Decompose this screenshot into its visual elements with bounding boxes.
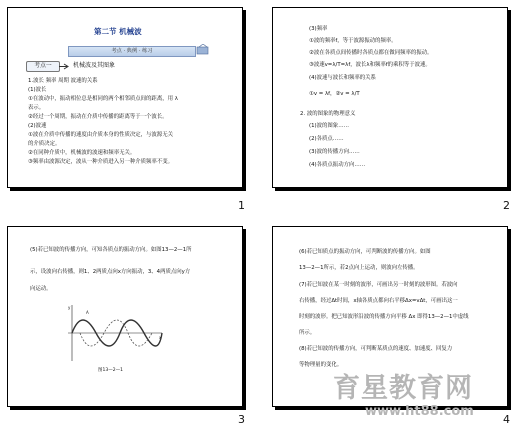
- page-number: 4: [503, 413, 510, 426]
- text-line: (2)各质点……: [309, 136, 344, 142]
- text-line: ②经过一个周期，振动在介质中传播的距离等于一个波长。: [28, 114, 168, 120]
- slide-3: [7, 226, 243, 407]
- text-line: (6)若已知质点的振动方向，可判断波的传播方向。如图: [299, 249, 431, 255]
- svg-text:x: x: [159, 335, 162, 340]
- slide-title: 第二节 机械波: [94, 27, 142, 36]
- text-line: 时刻的波形。把已知波形沿波的传播方向平移 Δx 即得13—2—1中虚线: [299, 314, 469, 320]
- text-line: ①v = λf，②v = λ/T: [309, 91, 360, 97]
- text-line: ①在波动中，振动相位总是相同的两个相邻质点间的距离，用 λ: [28, 96, 178, 102]
- text-line: 表示。: [28, 105, 45, 111]
- text-line: 2. 波的图象的物理意义: [300, 111, 356, 117]
- slide-1: [7, 7, 243, 188]
- text-line: ③频率由波源决定，波从一种介质进入另一种介质频率不变。: [28, 159, 173, 165]
- figure-caption: 图13—2—1: [98, 368, 123, 373]
- text-line: 的介质决定。: [28, 141, 61, 147]
- watermark-logo: 育星教育网: [333, 373, 473, 404]
- arrow-icon: [59, 63, 71, 70]
- text-line: (4)波速与波长和频率的关系: [309, 75, 376, 81]
- text-line: (5)若已知波的传播方向，可知各质点的振动方向。如图13—2—1所: [30, 247, 192, 253]
- page-number: 3: [238, 413, 245, 426]
- decoration-icon: [196, 44, 210, 56]
- text-line: ③波速v=λ/T=λf，波长λ和频率f的乘积等于波速。: [309, 62, 431, 68]
- topic-tag: 考点一: [26, 61, 60, 72]
- topic-heading: 机械波及其图象: [73, 62, 116, 69]
- text-line: (2)波速: [28, 123, 47, 129]
- text-line: (3)波的传播方向……: [309, 149, 360, 155]
- text-line: 13—2—1所示，若2点向上运动，则波向左传播。: [299, 265, 419, 271]
- text-line: ②在同种介质中，机械波的波速和频率无关。: [28, 150, 136, 156]
- text-line: 1.波长 频率 周期 波速的关系: [28, 78, 98, 84]
- text-line: (3)频率: [309, 26, 328, 32]
- text-line: (7)若已知波在某一时刻的波形，可画出另一时刻的波形图。若波向: [299, 282, 458, 288]
- slide-2: [272, 7, 508, 188]
- text-line: ②波在各质点间传播时各质点都在做同频率的振动。: [309, 50, 433, 56]
- text-line: 右传播，经过Δt时间，x轴各质点都向右平移Δx=vΔt，可画出这一: [299, 298, 458, 304]
- watermark-url: www.ht88.com: [365, 404, 474, 419]
- text-line: (8)若已知波的传播方向，可判断某质点的速度、加速度、回复力: [299, 346, 453, 352]
- text-line: ①波在介质中传播的速度由介质本身的性质决定，与波源无关: [28, 132, 173, 138]
- page-number: 2: [503, 199, 510, 212]
- page-number: 1: [238, 199, 245, 212]
- svg-text:y: y: [68, 305, 71, 310]
- text-line: 等物理量的变化。: [299, 362, 343, 368]
- wave-figure: [62, 303, 166, 365]
- text-line: (4)各质点振动方向……: [309, 162, 366, 168]
- text-line: 所示。: [299, 330, 316, 336]
- slide-subtitle-bar: 考点 · 典例 · 练习: [68, 46, 196, 57]
- text-line: 示，设波向右传播，则1、2两质点向x方向振动，3、4两质点向y方: [30, 269, 191, 275]
- text-line: (1)波长: [28, 87, 47, 93]
- text-line: ①波的频率f，等于波源振动的频率。: [309, 38, 397, 44]
- svg-text:A: A: [86, 310, 89, 315]
- text-line: 向运动。: [30, 286, 52, 292]
- text-line: (1)波的图象……: [309, 123, 349, 129]
